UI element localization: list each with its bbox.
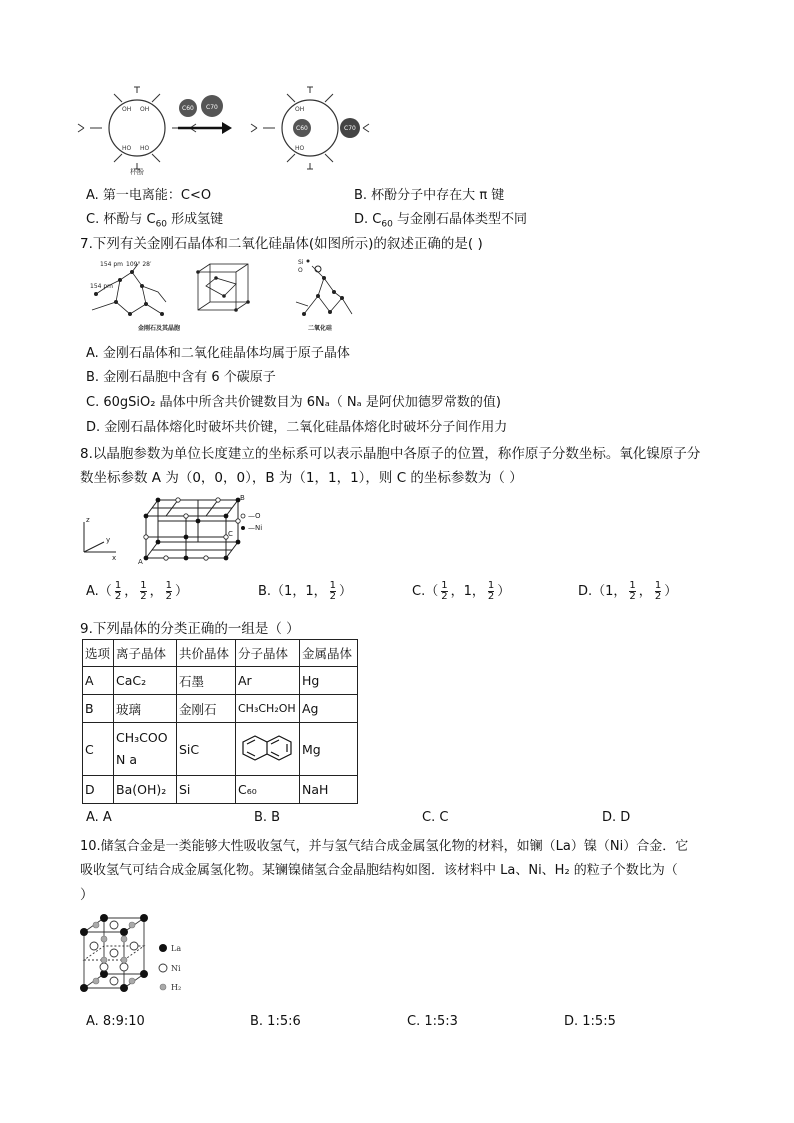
ho-label: HO <box>140 145 150 152</box>
table-header: 金属晶体 <box>300 640 358 667</box>
table-header: 分子晶体 <box>236 640 300 667</box>
table-cell: 玻璃 <box>114 695 177 723</box>
table-cell: Hg <box>300 667 358 695</box>
naphthalene-structure <box>238 734 296 762</box>
c60-ball-label: C60 <box>182 105 194 112</box>
q10-stem-line3: ） <box>80 887 94 903</box>
table-cell: SiC <box>177 723 236 776</box>
axis-x-label: x <box>112 554 117 562</box>
table-header: 共价晶体 <box>177 640 236 667</box>
q6-option-c: C. 杯酚与 $C_{60}$ 形成氢键 <box>86 212 224 230</box>
table-cell: A <box>83 667 114 695</box>
point-c-label: C <box>228 530 233 538</box>
point-a-label: A <box>138 558 143 564</box>
legend-ni: —Ni <box>248 524 263 532</box>
point-b-label: B <box>240 494 245 502</box>
q7-option-a: A. 金刚石晶体和二氧化硅晶体均属于原子晶体 <box>86 346 350 361</box>
bond-length-label: 154 pm <box>100 261 124 268</box>
oh-label: OH <box>295 106 305 113</box>
q7-option-d: D. 金刚石晶体熔化时破坏共价键，二氧化硅晶体熔化时破坏分子间作用力 <box>86 420 508 435</box>
q7-option-c: C. 60gSiO₂ 晶体中所含共价键数目为 6Nₐ（ Nₐ 是阿伏加德罗常数的值) <box>86 395 501 410</box>
q7-stem: 7.下列有关金刚石晶体和二氧化硅晶体(如图所示)的叙述正确的是( ) <box>80 236 483 252</box>
oh-label: OH <box>140 106 150 113</box>
table-cell: C₆₀ <box>236 776 300 804</box>
bond-length-label: 154 pm <box>90 283 114 290</box>
calixarene-label: 杯酚 <box>130 168 144 176</box>
table-cell: B <box>83 695 114 723</box>
legend-la: La <box>171 944 182 953</box>
legend-o: —O <box>248 512 261 520</box>
table-cell: CaC₂ <box>114 667 177 695</box>
table-cell: 金刚石 <box>177 695 236 723</box>
table-header: 离子晶体 <box>114 640 177 667</box>
q9-option-b: B. B <box>254 810 281 825</box>
q6-option-d: D. $C_{60}$ 与金刚石晶体类型不同 <box>354 212 527 230</box>
q6-option-a: A. 第一电离能：C<O <box>86 188 212 203</box>
crystal-classification-table <box>82 639 358 804</box>
table-cell: Mg <box>300 723 358 776</box>
axis-y-label: y <box>106 536 111 544</box>
table-cell: Ba(OH)₂ <box>114 776 177 804</box>
sio2-caption: 二氧化硅 <box>308 325 333 332</box>
table-cell: 石墨 <box>177 667 236 695</box>
q9-option-c: C. C <box>422 810 449 825</box>
ho-label: HO <box>122 145 132 152</box>
c70-ball-label: C70 <box>206 104 218 111</box>
diamond-caption: 金刚石及其晶胞 <box>138 325 181 332</box>
q10-option-c: C. 1:5:3 <box>407 1014 458 1029</box>
o-legend: O <box>298 267 303 274</box>
q10-option-b: B. 1:5:6 <box>250 1014 301 1029</box>
diamond-sio2-figure <box>86 256 376 336</box>
legend-h2: H₂ <box>171 983 182 992</box>
axis-z-label: z <box>86 516 90 524</box>
q9-stem: 9.下列晶体的分类正确的一组是（ ） <box>80 621 300 637</box>
q7-option-b: B. 金刚石晶胞中含有 6 个碳原子 <box>86 370 276 385</box>
si-legend: Si <box>298 259 304 266</box>
table-cell: CH₃CH₂OH <box>236 695 300 723</box>
q8-option-c: C.（ $\frac{1}{2}$ ，1， $\frac{1}{2}$ ） <box>412 580 511 602</box>
bond-angle-label: 109° 28′ <box>126 261 152 268</box>
lani5-cell-figure <box>74 910 194 1000</box>
table-cell: C <box>83 723 114 776</box>
table-cell: Ag <box>300 695 358 723</box>
table-cell: Ar <box>236 667 300 695</box>
naphthalene-cell <box>236 723 300 776</box>
calixarene-figure <box>74 84 374 180</box>
q9-option-a: A. A <box>86 810 112 825</box>
ho-label: HO <box>295 145 305 152</box>
q10-option-a: A. 8:9:10 <box>86 1014 145 1029</box>
q9-option-d: D. D <box>602 810 631 825</box>
table-cell: NaH <box>300 776 358 804</box>
q6-option-b: B. 杯酚分子中存在大 π 键 <box>354 188 505 203</box>
c70-ball-label: C70 <box>344 125 356 132</box>
oh-label: OH <box>122 106 132 113</box>
q8-option-b: B.（1，1， $\frac{1}{2}$ ） <box>258 580 352 602</box>
q8-option-d: D.（1， $\frac{1}{2}$ ， $\frac{1}{2}$ ） <box>578 580 678 602</box>
q8-stem-line1: 8.以晶胞参数为单位长度建立的坐标系可以表示晶胞中各原子的位置，称作原子分数坐标。氧化镍原子分 <box>80 446 701 462</box>
table-cell: Si <box>177 776 236 804</box>
q10-option-d: D. 1:5:5 <box>564 1014 616 1029</box>
q8-option-a: A.（ $\frac{1}{2}$ ， $\frac{1}{2}$ ， $\frac{1}{2}$ ） <box>86 580 188 602</box>
table-cell: D <box>83 776 114 804</box>
c60-ball-label: C60 <box>296 125 308 132</box>
q10-stem-line2: 吸收氢气可结合成金属氢化物。某镧镍储氢合金晶胞结构如图．该材料中 La、Ni、H₂ 的粒子个数比为（ <box>80 863 678 878</box>
legend-ni: Ni <box>171 964 181 973</box>
table-header: 选项 <box>83 640 114 667</box>
table-cell: CH₃COON a <box>114 723 177 776</box>
nio-cell-figure <box>76 492 276 564</box>
q8-stem-line2: 数坐标参数 A 为（0，0，0），B 为（1，1，1），则 C 的坐标参数为（ ） <box>80 470 523 486</box>
q10-stem-line1: 10.储氢合金是一类能够大性吸收氢气，并与氢气结合成金属氢化物的材料，如镧（La）镍（Ni）合金．它 <box>80 839 689 854</box>
